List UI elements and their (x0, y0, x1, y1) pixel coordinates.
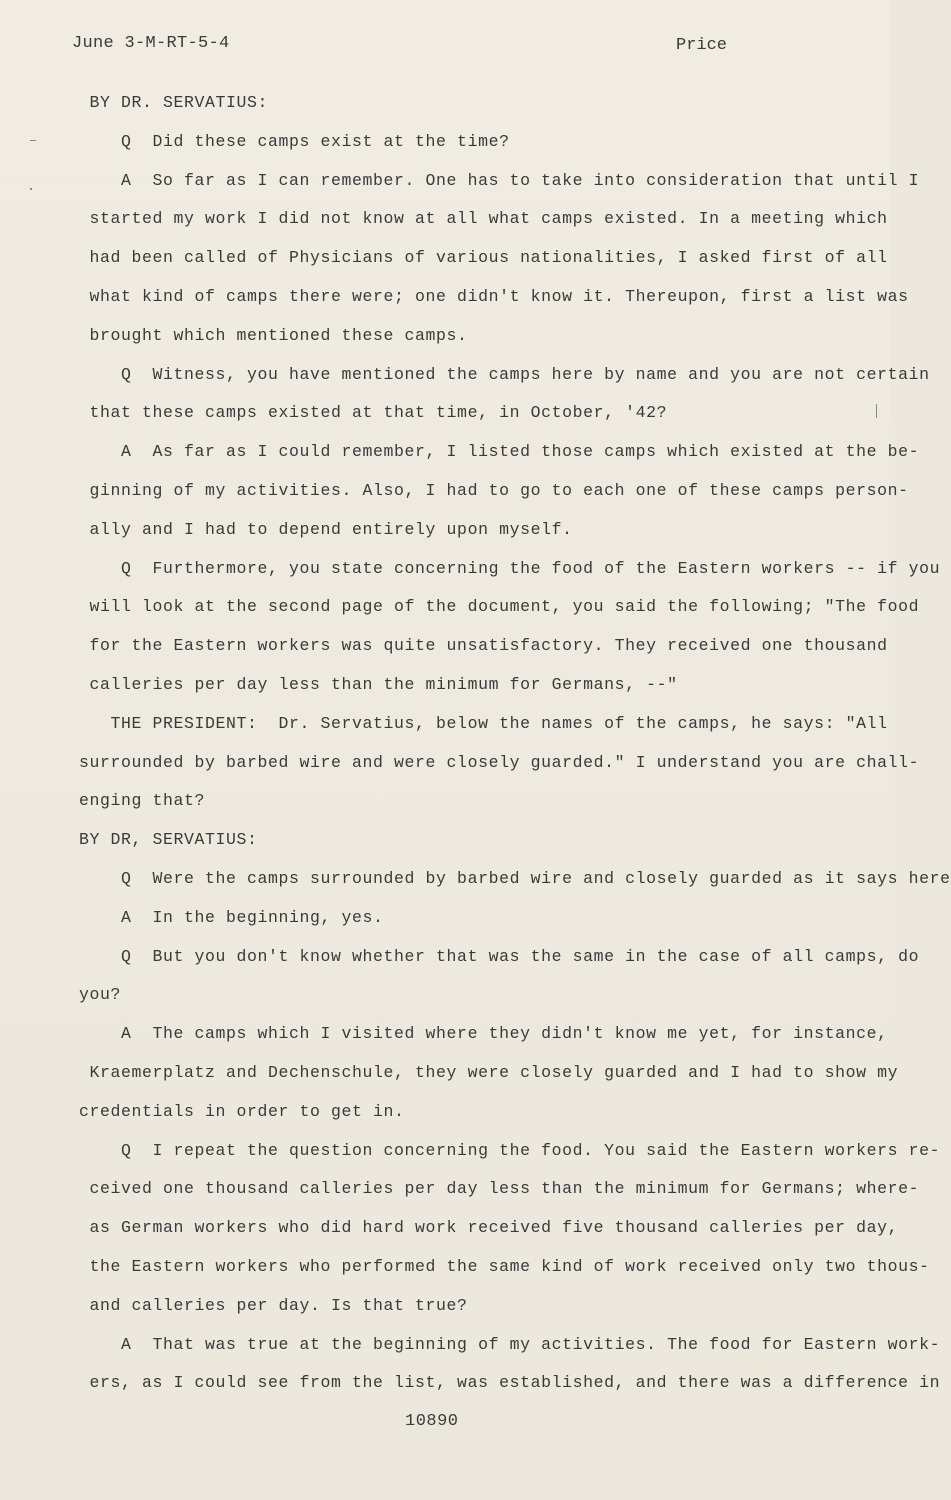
transcript-line: BY DR. SERVATIUS: (58, 93, 269, 112)
transcript-line: what kind of camps there were; one didn't know it. Thereupon, first a list was (58, 286, 909, 306)
transcript-line: A In the beginning, yes. (58, 907, 384, 927)
page-number: 10890 (405, 1412, 459, 1431)
transcript-line: surrounded by barbed wire and were closely guarded." I understand you are chall- (58, 752, 920, 772)
transcript-line: enging that? (58, 791, 206, 811)
transcript-body (58, 84, 951, 1403)
transcript-line: calleries per day less than the minimum for Germans, --" (58, 674, 678, 694)
transcript-line: Q I repeat the question concerning the food. You said the Eastern workers re- (58, 1140, 941, 1160)
transcript-line: Q Were the camps surrounded by barbed wire and closely guarded as it says here (58, 868, 951, 888)
transcript-line: started my work I did not know at all what camps existed. In a meeting which (58, 209, 888, 229)
margin-dash (30, 140, 36, 141)
transcript-line: Q But you don't know whether that was the same in the case of all camps, do (58, 946, 920, 966)
transcript-line: the Eastern workers who performed the same kind of work received only two thous- (58, 1256, 930, 1276)
transcript-line: A That was true at the beginning of my activities. The food for Eastern work- (58, 1334, 941, 1354)
transcript-line: brought which mentioned these camps. (58, 325, 468, 345)
transcript-line: THE PRESIDENT: Dr. Servatius, below the names of the camps, he says: "All (58, 713, 888, 733)
transcript-line: Kraemerplatz and Dechenschule, they were closely guarded and I had to show my (58, 1062, 899, 1082)
transcript-line: and calleries per day. Is that true? (58, 1295, 468, 1315)
margin-dot (30, 188, 32, 190)
transcript-line: ally and I had to depend entirely upon myself. (58, 519, 573, 539)
transcript-line: credentials in order to get in. (58, 1101, 405, 1121)
transcript-line: ceived one thousand calleries per day less than the minimum for Germans; where- (58, 1179, 920, 1199)
witness-name: Price (676, 36, 728, 55)
transcript-line: Q Witness, you have mentioned the camps here by name and you are not certain (58, 364, 930, 384)
transcript-line: A So far as I can remember. One has to take into consideration that until I (58, 170, 920, 190)
transcript-line: ers, as I could see from the list, was established, and there was a difference in (58, 1373, 941, 1393)
transcript-line: Q Did these camps exist at the time? (58, 131, 510, 151)
transcript-line: for the Eastern workers was quite unsatisfactory. They received one thousand (58, 636, 888, 656)
transcript-line: will look at the second page of the document, you said the following; "The food (58, 597, 920, 617)
transcript-line: that these camps existed at that time, in October, '42? (58, 403, 668, 423)
transcript-line: A As far as I could remember, I listed those camps which existed at the be- (58, 442, 920, 462)
transcript-line: as German workers who did hard work received five thousand calleries per day, (58, 1218, 899, 1238)
document-code: June 3-M-RT-5-4 (72, 34, 230, 53)
transcript-line: Q Furthermore, you state concerning the food of the Eastern workers -- if you (58, 558, 941, 578)
transcript-line: you? (58, 985, 122, 1005)
transcript-line: A The camps which I visited where they didn't know me yet, for instance, (58, 1024, 888, 1044)
transcript-line: had been called of Physicians of various nationalities, I asked first of all (58, 248, 888, 268)
edge-tick (876, 404, 877, 418)
transcript-line: ginning of my activities. Also, I had to go to each one of these camps person- (58, 480, 909, 500)
transcript-line: BY DR, SERVATIUS: (58, 830, 258, 850)
